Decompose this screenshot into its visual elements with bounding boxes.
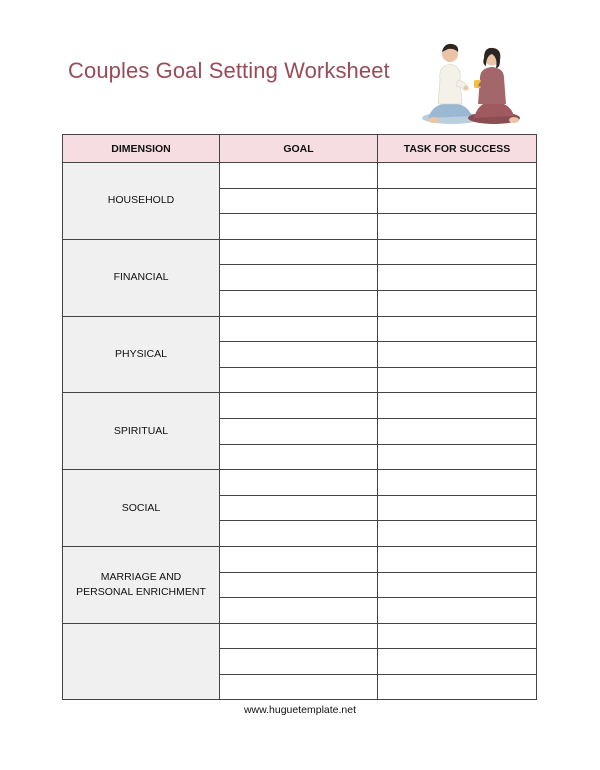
task-cell[interactable] <box>378 367 537 393</box>
task-cell[interactable] <box>378 470 537 496</box>
goal-setting-table <box>62 134 537 700</box>
goal-cell[interactable] <box>220 214 378 240</box>
task-cell[interactable] <box>378 163 537 189</box>
table-row <box>63 316 537 342</box>
goal-cell[interactable] <box>220 316 378 342</box>
task-cell[interactable] <box>378 418 537 444</box>
dimension-blank[interactable] <box>63 623 220 700</box>
task-cell[interactable] <box>378 444 537 470</box>
couple-sitting-icon <box>414 40 522 126</box>
task-cell[interactable] <box>378 495 537 521</box>
table-row <box>63 546 537 572</box>
goal-cell[interactable] <box>220 188 378 214</box>
task-cell[interactable] <box>378 546 537 572</box>
table-row <box>63 393 537 419</box>
task-cell[interactable] <box>378 393 537 419</box>
task-cell[interactable] <box>378 649 537 675</box>
dimension-financial: FINANCIAL <box>63 239 220 316</box>
goal-cell[interactable] <box>220 393 378 419</box>
dimension-social: SOCIAL <box>63 470 220 547</box>
goal-cell[interactable] <box>220 265 378 291</box>
goal-cell[interactable] <box>220 163 378 189</box>
task-cell[interactable] <box>378 290 537 316</box>
goal-cell[interactable] <box>220 521 378 547</box>
page-title: Couples Goal Setting Worksheet <box>68 58 390 83</box>
task-cell[interactable] <box>378 623 537 649</box>
table-header-row <box>63 135 537 163</box>
dimension-household: HOUSEHOLD <box>63 163 220 240</box>
goal-cell[interactable] <box>220 418 378 444</box>
table-row <box>63 239 537 265</box>
goal-cell[interactable] <box>220 470 378 496</box>
goal-cell[interactable] <box>220 649 378 675</box>
task-cell[interactable] <box>378 572 537 598</box>
goal-cell[interactable] <box>220 674 378 700</box>
goal-cell[interactable] <box>220 572 378 598</box>
table-row <box>63 623 537 649</box>
task-cell[interactable] <box>378 316 537 342</box>
goal-cell[interactable] <box>220 444 378 470</box>
task-cell[interactable] <box>378 598 537 624</box>
dimension-physical: PHYSICAL <box>63 316 220 393</box>
task-cell[interactable] <box>378 188 537 214</box>
dimension-spiritual: SPIRITUAL <box>63 393 220 470</box>
header-dimension: DIMENSION <box>63 135 220 163</box>
header-task-for-success: TASK FOR SUCCESS <box>378 135 537 163</box>
dimension-marriage-and-personal-enrichment: MARRIAGE AND PERSONAL ENRICHMENT <box>63 546 220 623</box>
task-cell[interactable] <box>378 239 537 265</box>
goal-cell[interactable] <box>220 598 378 624</box>
table-row <box>63 163 537 189</box>
goal-cell[interactable] <box>220 623 378 649</box>
task-cell[interactable] <box>378 521 537 547</box>
task-cell[interactable] <box>378 214 537 240</box>
goal-cell[interactable] <box>220 495 378 521</box>
goal-cell[interactable] <box>220 546 378 572</box>
goal-cell[interactable] <box>220 342 378 368</box>
header-goal: GOAL <box>220 135 378 163</box>
goal-cell[interactable] <box>220 239 378 265</box>
task-cell[interactable] <box>378 265 537 291</box>
table-row <box>63 470 537 496</box>
goal-cell[interactable] <box>220 290 378 316</box>
task-cell[interactable] <box>378 674 537 700</box>
task-cell[interactable] <box>378 342 537 368</box>
goal-cell[interactable] <box>220 367 378 393</box>
footer-url: www.huguetemplate.net <box>243 704 357 716</box>
